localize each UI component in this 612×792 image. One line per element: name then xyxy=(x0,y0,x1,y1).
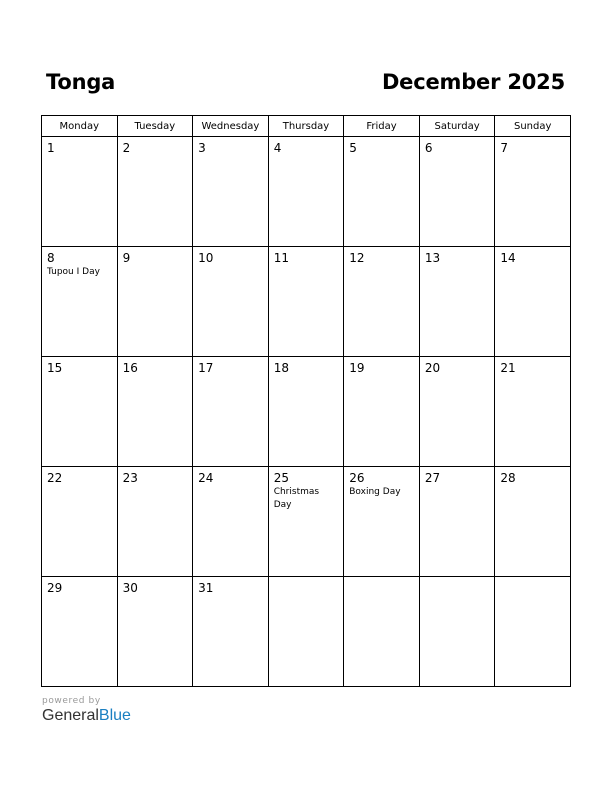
weekday-header: Tuesday xyxy=(117,116,193,137)
day-cell xyxy=(42,247,118,357)
holiday-label: Boxing Day xyxy=(349,487,401,497)
day-cell xyxy=(268,467,344,577)
weekday-header: Monday xyxy=(42,116,118,137)
weekday-header: Wednesday xyxy=(193,116,269,137)
day-cell xyxy=(495,247,571,357)
day-number: 18 xyxy=(273,361,289,375)
month-year-title: December 2025 xyxy=(381,70,565,94)
day-number: 12 xyxy=(349,251,365,265)
day-cell xyxy=(268,577,344,687)
day-cell xyxy=(344,357,420,467)
day-cell xyxy=(268,137,344,247)
day-cell xyxy=(344,467,420,577)
day-cell xyxy=(193,577,269,687)
day-number: 6 xyxy=(424,141,433,155)
day-number: 9 xyxy=(122,251,131,265)
holiday-label: Christmas Day xyxy=(273,487,320,510)
day-cell xyxy=(419,577,495,687)
day-number: 31 xyxy=(198,581,214,595)
day-cell xyxy=(42,467,118,577)
day-cell xyxy=(193,247,269,357)
generalblue-logo[interactable] xyxy=(42,707,131,725)
weekday-header: Sunday xyxy=(495,116,571,137)
day-number: 24 xyxy=(198,471,214,485)
day-number: 1 xyxy=(47,141,55,155)
day-cell xyxy=(268,247,344,357)
day-number: 13 xyxy=(424,251,441,265)
calendar-grid xyxy=(41,115,571,687)
day-number: 19 xyxy=(349,361,365,375)
day-number: 14 xyxy=(500,251,516,265)
day-number: 8 xyxy=(47,251,55,265)
logo-blue-text: Blue xyxy=(98,707,131,724)
day-cell xyxy=(419,467,495,577)
day-number: 29 xyxy=(47,581,63,595)
week-row xyxy=(42,467,571,577)
country-title: Tonga xyxy=(46,70,116,94)
day-number: 30 xyxy=(122,581,138,595)
weekday-header: Thursday xyxy=(268,116,344,137)
weekday-header: Friday xyxy=(344,116,420,137)
day-number: 3 xyxy=(198,141,206,155)
day-number: 16 xyxy=(122,361,138,375)
day-number: 17 xyxy=(198,361,214,375)
day-cell xyxy=(193,137,269,247)
day-number: 28 xyxy=(500,471,516,485)
day-cell xyxy=(495,137,571,247)
day-cell xyxy=(495,357,571,467)
day-number: 10 xyxy=(198,251,214,265)
day-cell xyxy=(42,577,118,687)
day-number: 21 xyxy=(500,361,516,375)
day-number: 27 xyxy=(424,471,441,485)
day-number: 5 xyxy=(349,141,357,155)
day-cell xyxy=(419,357,495,467)
generalblue-branding[interactable] xyxy=(42,696,131,725)
week-row xyxy=(42,247,571,357)
day-cell xyxy=(344,247,420,357)
day-cell xyxy=(117,467,193,577)
day-cell xyxy=(117,247,193,357)
week-row xyxy=(42,357,571,467)
day-cell xyxy=(42,137,118,247)
week-row xyxy=(42,577,571,687)
holiday-label: Tupou I Day xyxy=(47,267,100,277)
day-cell xyxy=(193,357,269,467)
day-number: 7 xyxy=(500,141,509,155)
day-cell xyxy=(495,577,571,687)
day-number: 23 xyxy=(122,471,138,485)
week-row xyxy=(42,137,571,247)
day-number: 26 xyxy=(349,471,365,485)
weekday-header-row xyxy=(42,116,571,137)
day-cell xyxy=(117,357,193,467)
day-number: 4 xyxy=(273,141,282,155)
day-cell xyxy=(42,357,118,467)
day-cell xyxy=(117,137,193,247)
day-number: 11 xyxy=(273,251,289,265)
powered-by-label: powered by xyxy=(42,696,101,706)
day-cell xyxy=(344,137,420,247)
day-number: 2 xyxy=(122,141,131,155)
weekday-header: Saturday xyxy=(419,116,495,137)
day-cell xyxy=(344,577,420,687)
day-number: 22 xyxy=(47,471,63,485)
day-cell xyxy=(419,247,495,357)
day-cell xyxy=(193,467,269,577)
logo-general-text: General xyxy=(42,707,99,724)
day-cell xyxy=(495,467,571,577)
day-number: 20 xyxy=(424,361,441,375)
day-number: 15 xyxy=(47,361,63,375)
day-cell xyxy=(419,137,495,247)
day-cell xyxy=(268,357,344,467)
day-number: 25 xyxy=(273,471,289,485)
day-cell xyxy=(117,577,193,687)
